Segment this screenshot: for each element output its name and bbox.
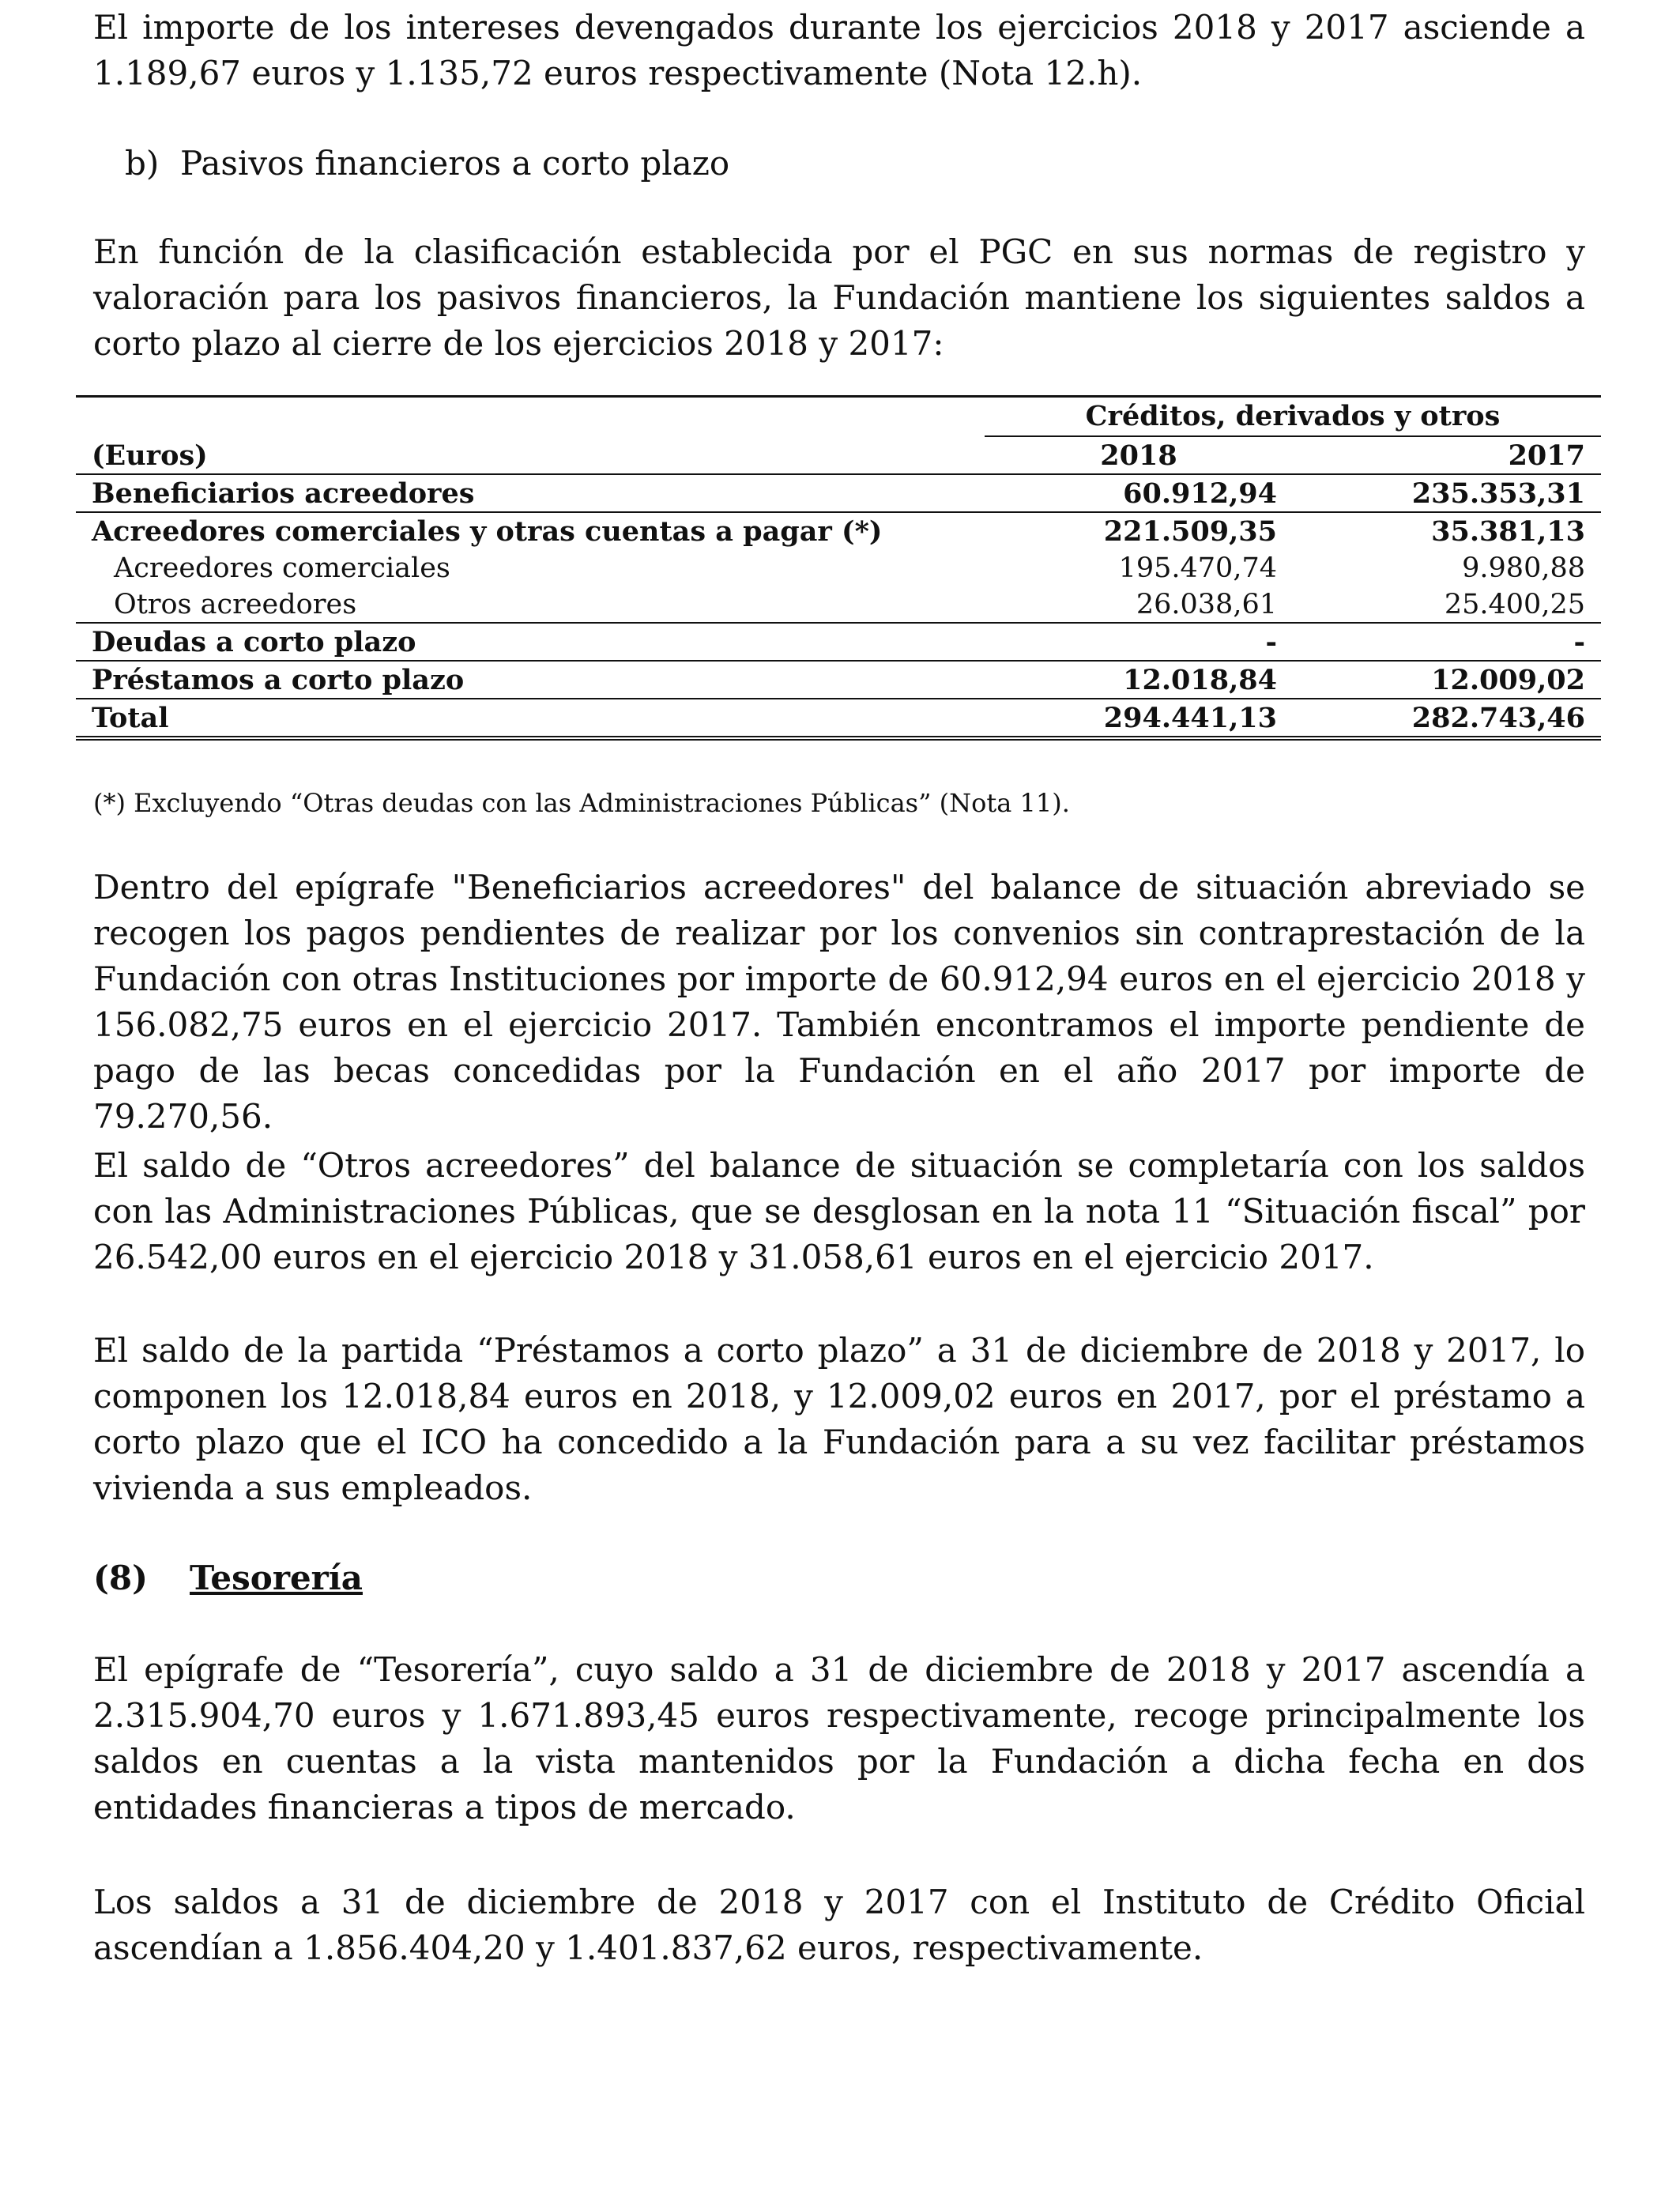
table-total-row [76, 699, 1601, 738]
section-title: Tesorería [190, 1559, 363, 1597]
table-row [76, 586, 1601, 623]
short-term-liabilities-table [76, 395, 1601, 741]
row-value-2018: 12.018,84 [985, 661, 1293, 699]
row-value-2017: 35.381,13 [1431, 515, 1585, 548]
table-row [76, 661, 1601, 699]
row-label: Acreedores comerciales y otras cuentas a pagar (*) [92, 515, 883, 548]
paragraph-tesoreria: El epígrafe de “Tesorería”, cuyo saldo a 31 de diciembre de 2018 y 2017 ascendía a 2.315.904,70 euros y 1.671.893,45 euros respectivamente, recoge principalmente los saldos en cuentas a la vista mantenidos por la Fundación a dicha fecha en dos entidades financieras a tipos de mercado. [93, 1650, 1585, 1826]
row-value-2017: 12.009,02 [1293, 661, 1601, 699]
subheading-letter: b) [125, 144, 160, 183]
table-row [76, 623, 1601, 661]
section-number: (8) [93, 1559, 148, 1597]
total-value-2017: 282.743,46 [1293, 699, 1601, 738]
paragraph-otros-acreedores: El saldo de “Otros acreedores” del balance de situación se completaría con los saldos con las Administraciones Públicas, que se desglosan en la nota 11 “Situación fiscal” por 26.542,00 euros en el ejercicio 2018 y 31.058,61 euros en el ejercicio 2017. [93, 1146, 1585, 1276]
row-value-2018: - [985, 623, 1293, 661]
paragraph-ico: Los saldos a 31 de diciembre de 2018 y 2017 con el Instituto de Crédito Oficial ascendían a 1.856.404,20 y 1.401.837,62 euros, respectivamente. [93, 1883, 1585, 1967]
unit-label: (Euros) [76, 436, 985, 474]
year-2018-header: 2018 [985, 436, 1293, 474]
row-label: Préstamos a corto plazo [76, 661, 985, 699]
total-value-2018: 294.441,13 [985, 699, 1293, 738]
table-footnote: (*) Excluyendo “Otras deudas con las Administraciones Públicas” (Nota 11). [93, 788, 1070, 818]
row-value-2017: 235.353,31 [1293, 474, 1601, 512]
row-value-2017: - [1293, 623, 1601, 661]
table-top-rule [76, 397, 1601, 437]
row-value-2018: 221.509,35 [1103, 515, 1277, 548]
row-value-2017: 25.400,25 [1293, 586, 1601, 623]
row-label: Acreedores comerciales [114, 552, 450, 584]
total-label: Total [76, 699, 985, 738]
table-header-row [76, 436, 1601, 474]
section-heading-tesoreria [93, 1555, 363, 1601]
group-header: Créditos, derivados y otros [985, 397, 1601, 437]
paragraph-interest: El importe de los intereses devengados durante los ejercicios 2018 y 2017 asciende a 1.189,67 euros y 1.135,72 euros respectivamente (Nota 12.h). [93, 8, 1585, 92]
row-label: Beneficiarios acreedores [76, 474, 985, 512]
paragraph-prestamos: El saldo de la partida “Préstamos a corto plazo” a 31 de diciembre de 2018 y 2017, lo componen los 12.018,84 euros en 2018, y 12.009,02 euros en 2017, por el préstamo a corto plazo que el ICO ha concedido a la Fundación para a su vez facilitar préstamos vivienda a sus empleados. [93, 1331, 1585, 1507]
year-2017-header: 2017 [1293, 436, 1601, 474]
row-value-2018: 26.038,61 [985, 586, 1293, 623]
paragraph-classification: En función de la clasificación establecida por el PGC en sus normas de registro y valoración para los pasivos financieros, la Fundación mantiene los siguientes saldos a corto plazo al cierre de los ejercicios 2018 y 2017: [93, 232, 1585, 363]
row-label: Deudas a corto plazo [76, 623, 985, 661]
row-value-2018: 60.912,94 [985, 474, 1293, 512]
table-row [76, 549, 1601, 586]
subheading-text: Pasivos financieros a corto plazo [180, 144, 730, 183]
table-row [76, 512, 1601, 549]
subheading-short-term-liabilities [125, 141, 729, 187]
paragraph-beneficiarios: Dentro del epígrafe "Beneficiarios acreedores" del balance de situación abreviado se recogen los pagos pendientes de realizar por los convenios sin contraprestación de la Fundación con otras Instituciones por importe de 60.912,94 euros en el ejercicio 2018 y 156.082,75 euros en el ejercicio 2017. También encontramos el importe pendiente de pago de las becas concedidas por la Fundación en el año 2017 por importe de 79.270,56. [93, 868, 1585, 1136]
row-label: Otros acreedores [76, 586, 985, 623]
row-value-2017: 9.980,88 [1462, 552, 1585, 584]
row-value-2018: 195.470,74 [1118, 552, 1277, 584]
table-row [76, 474, 1601, 512]
